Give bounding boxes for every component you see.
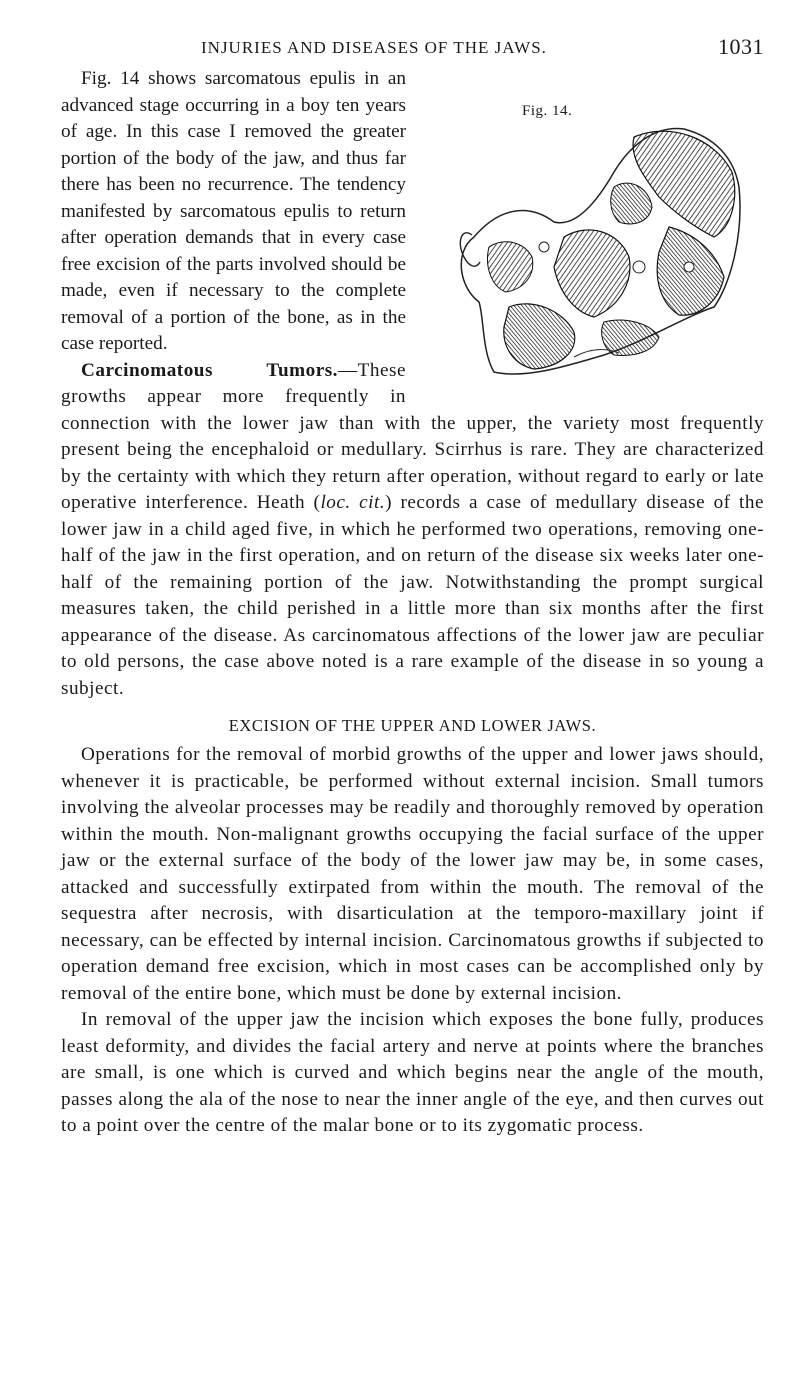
figure-14 xyxy=(414,103,764,399)
paragraph-operations-removal: Operations for the removal of morbid growths of the upper and lower jaws should, whenever it is practicable, be performed without external incision. Small tumors involving the alveolar processes may be readily and thoroughly removed by operation within the mouth. Non-malignant growths occupying the facial surface of the upper jaw or the external surface of the body of the lower jaw may be, in some cases, attacked and successfully extirpated from within the mouth. The removal of the sequestra after necrosis, with disarticulation at the temporo-maxillary joint if necessary, can be effected by internal incision. Carcinomatous growths if subjected to operation demand free excision, which in most cases can be accomplished only by removal of the entire bone, which must be done by external incision. xyxy=(61,744,764,1004)
paragraph-upper-jaw-incision: In removal of the upper jaw the incision which exposes the bone fully, produces least deformity, and divides the facial artery and nerve at points where the branches are small, is one which is curved and which begins near the angle of the mouth, passes along the ala of the nose to near the inner angle of the eye, and then curves out to a point over the centre of the malar bone or to its zygomatic process. xyxy=(61,1009,764,1136)
book-page xyxy=(61,30,764,1140)
paragraph-carcinomatous-tumors xyxy=(61,358,764,703)
jaw-specimen-engraving xyxy=(414,117,764,399)
section-heading-excision: EXCISION OF THE UPPER AND LOWER JAWS. xyxy=(228,716,597,735)
running-title: INJURIES AND DISEASES OF THE JAWS. xyxy=(201,38,547,57)
figure-label: Fig. 14. xyxy=(522,103,573,119)
carcinomatous-text-part1: —These growths appear more frequently in connection with the lower jaw than with the upper, the variety most frequently present being the encephaloid or medullary. Scirrhus is rare. They are characterized by the certainty with which they return after operation, without regard to early or late operative interference. Heath ( xyxy=(61,359,764,513)
carcinomatous-text-part2: ) records a case of medullary disease of the lower jaw in a child aged five, in which he performed two operations, removing one-half of the jaw in the first operation, and on return of the disease six weeks later one-half of the remaining portion of the jaw. Notwithstanding the prompt surgical measures taken, the child perished in a little more than six months after the first appearance of the disease. As carcinomatous affections of the lower jaw are peculiar to old persons, the case above noted is a rare example of the disease in so young a subject. xyxy=(61,492,764,699)
paragraph-sarcomatous-epulis: Fig. 14 shows sarcomatous epulis in an advanced stage occurring in a boy ten years of age. In this case I removed the greater portion of the body of the jaw, and thus far there has been no recurrence. The tendency manifested by sarcomatous epulis to return after operation demands that in every case free excision of the parts involved should be made, even if necessary to the complete removal of a portion of the bone, as in the case reported. xyxy=(61,68,406,354)
page-number: 1031 xyxy=(718,34,764,59)
carcinomatous-tumors-heading: Carcinomatous Tumors. xyxy=(81,359,338,381)
citation-loc-cit: loc. cit. xyxy=(320,492,386,513)
running-header xyxy=(61,30,764,66)
